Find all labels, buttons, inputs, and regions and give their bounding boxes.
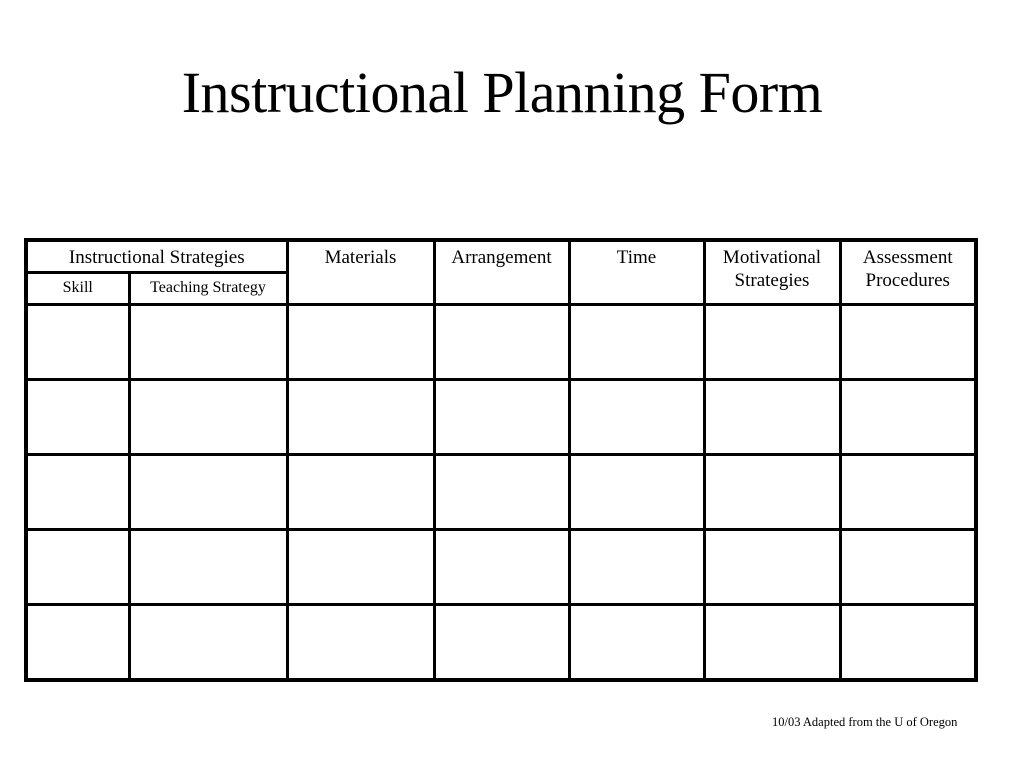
table-cell[interactable] — [569, 530, 704, 605]
table-cell[interactable] — [840, 530, 976, 605]
header-materials: Materials — [287, 240, 434, 305]
header-arrangement: Arrangement — [434, 240, 569, 305]
table-cell[interactable] — [704, 605, 840, 681]
table-cell[interactable] — [129, 605, 287, 681]
table-row — [26, 455, 976, 530]
table-cell[interactable] — [569, 380, 704, 455]
table-cell[interactable] — [434, 530, 569, 605]
table-cell[interactable] — [129, 305, 287, 380]
table-cell[interactable] — [26, 530, 129, 605]
table-cell[interactable] — [287, 530, 434, 605]
table-cell[interactable] — [287, 380, 434, 455]
table-row — [26, 605, 976, 681]
table-cell[interactable] — [434, 605, 569, 681]
form-title: Instructional Planning Form — [181, 60, 823, 125]
table-cell[interactable] — [704, 305, 840, 380]
table-cell[interactable] — [704, 455, 840, 530]
table-row — [26, 305, 976, 380]
table-cell[interactable] — [434, 380, 569, 455]
table-cell[interactable] — [129, 380, 287, 455]
table-cell[interactable] — [287, 605, 434, 681]
table-cell[interactable] — [704, 530, 840, 605]
table-cell[interactable] — [569, 455, 704, 530]
header-assessment-line1: Assessment — [862, 247, 953, 268]
header-skill: Skill — [26, 272, 129, 305]
table-cell[interactable] — [287, 305, 434, 380]
table-cell[interactable] — [129, 455, 287, 530]
table-cell[interactable] — [26, 305, 129, 380]
table-cell[interactable] — [840, 380, 976, 455]
header-assessment-line2: Procedures — [865, 270, 950, 291]
table-cell[interactable] — [26, 455, 129, 530]
table-cell[interactable] — [287, 455, 434, 530]
table-cell[interactable] — [434, 455, 569, 530]
table-cell[interactable] — [840, 605, 976, 681]
table-cell[interactable] — [569, 305, 704, 380]
header-row — [26, 240, 976, 272]
planning-table — [24, 238, 978, 682]
footer-note: 10/03 Adapted from the U of Oregon — [772, 715, 958, 729]
table-row — [26, 530, 976, 605]
table-cell[interactable] — [840, 305, 976, 380]
table-cell[interactable] — [26, 605, 129, 681]
table-cell[interactable] — [840, 455, 976, 530]
table-cell[interactable] — [129, 530, 287, 605]
header-instructional-strategies: Instructional Strategies — [26, 240, 287, 272]
table-row — [26, 380, 976, 455]
table-cell[interactable] — [704, 380, 840, 455]
header-motivational-strategies — [704, 240, 840, 305]
table-cell[interactable] — [26, 380, 129, 455]
header-motivational-line2: Strategies — [734, 270, 810, 291]
header-assessment-procedures — [840, 240, 976, 305]
header-teaching-strategy: Teaching Strategy — [129, 272, 287, 305]
table-cell[interactable] — [434, 305, 569, 380]
header-time: Time — [569, 240, 704, 305]
header-motivational-line1: Motivational — [722, 247, 822, 268]
table-cell[interactable] — [569, 605, 704, 681]
